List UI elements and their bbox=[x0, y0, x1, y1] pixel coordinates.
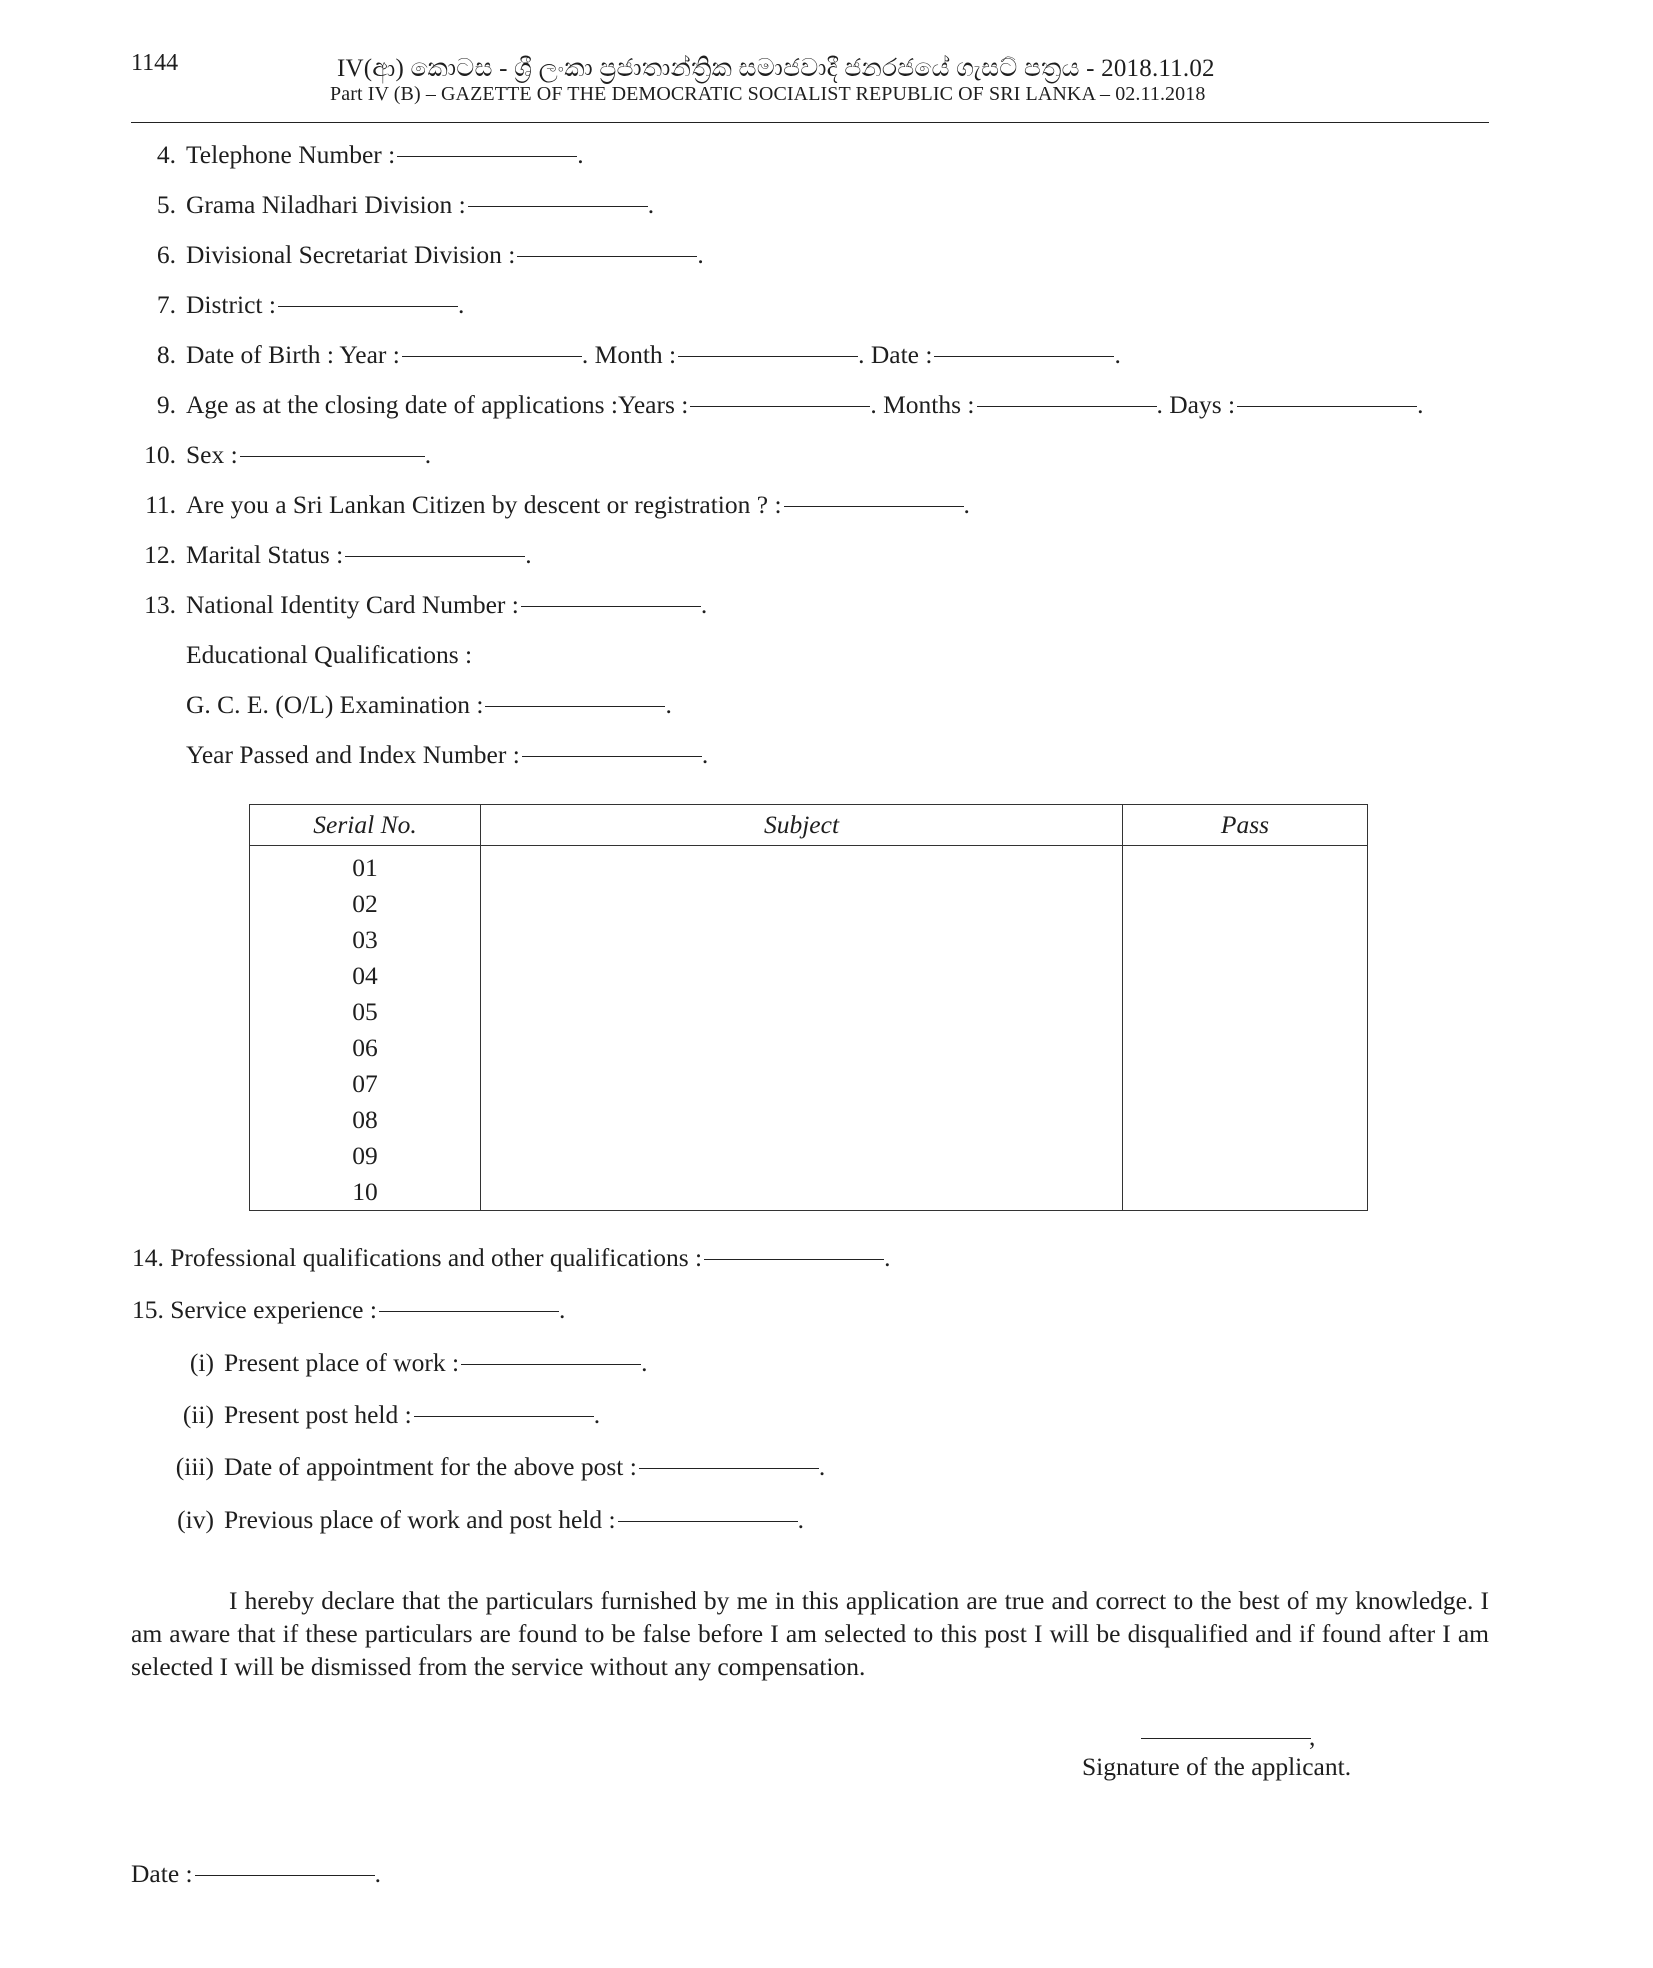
column-header-subject: Subject bbox=[481, 805, 1123, 846]
form-item-service-experience: 15. Service experience : . bbox=[132, 1295, 566, 1324]
item-label: Are you a Sri Lankan Citizen by descent or registration ? : bbox=[186, 490, 782, 519]
item-label: Professional qualifications and other qualifications : bbox=[170, 1243, 703, 1272]
header-title-sinhala: IV(ආ) කොටස - ශ්‍රී ලංකා ප්‍රජාතාන්ත්‍රික සමාජවාදී ජනරජයේ ගැසට් පත්‍රය - 2018.11.02 bbox=[337, 55, 1215, 82]
nic-field[interactable] bbox=[521, 606, 701, 607]
form-item-sex: 10. Sex : . bbox=[132, 440, 431, 470]
item-label: Previous place of work and post held : bbox=[224, 1505, 616, 1534]
serial-number: 08 bbox=[352, 1105, 378, 1134]
service-experience-field[interactable] bbox=[379, 1311, 559, 1312]
serial-number: 05 bbox=[352, 997, 378, 1026]
serial-column bbox=[250, 846, 481, 1211]
item-number: 5. bbox=[156, 190, 176, 219]
dob-date-label: Date : bbox=[870, 340, 933, 369]
serial-number: 04 bbox=[352, 961, 378, 990]
telephone-field[interactable] bbox=[397, 156, 577, 157]
item-number: 15. bbox=[132, 1295, 164, 1324]
item-number: 9. bbox=[156, 390, 176, 419]
citizenship-field[interactable] bbox=[784, 506, 964, 507]
item-label: Divisional Secretariat Division : bbox=[186, 240, 516, 269]
serial-number: 10 bbox=[352, 1177, 378, 1206]
form-item-appointment-date: (iii) Date of appointment for the above post : . bbox=[132, 1452, 825, 1482]
item-label: Grama Niladhari Division : bbox=[186, 190, 466, 219]
form-item-gce-ol: G. C. E. (O/L) Examination : . bbox=[186, 690, 672, 719]
age-days-label: Days : bbox=[1169, 390, 1236, 419]
item-label: Date of appointment for the above post : bbox=[224, 1452, 637, 1481]
item-label: Present place of work : bbox=[224, 1348, 460, 1377]
form-item-present-post: (ii) Present post held : . bbox=[132, 1400, 600, 1430]
sex-field[interactable] bbox=[240, 456, 425, 457]
ol-results-table bbox=[249, 804, 1368, 1211]
page-number: 1144 bbox=[131, 50, 179, 76]
item-number: (i) bbox=[189, 1348, 214, 1377]
item-label: Service experience : bbox=[170, 1295, 377, 1324]
dob-date-field[interactable] bbox=[934, 356, 1114, 357]
age-months-field[interactable] bbox=[977, 406, 1157, 407]
marital-status-field[interactable] bbox=[345, 556, 525, 557]
previous-place-field[interactable] bbox=[618, 1521, 798, 1522]
form-item-professional-qualifications: 14. Professional qualifications and other qualifications : . bbox=[132, 1243, 891, 1272]
serial-number: 02 bbox=[352, 889, 378, 918]
signature-line[interactable] bbox=[1141, 1738, 1311, 1739]
item-number: 10. bbox=[144, 440, 176, 469]
item-label: District : bbox=[186, 290, 276, 319]
item-label: Sex : bbox=[186, 440, 238, 469]
year-index-field[interactable] bbox=[522, 756, 702, 757]
appointment-date-field[interactable] bbox=[639, 1468, 819, 1469]
dob-month-field[interactable] bbox=[678, 356, 858, 357]
column-header-pass: Pass bbox=[1123, 805, 1368, 846]
item-number: 14. bbox=[132, 1243, 164, 1272]
item-number: 8. bbox=[156, 340, 176, 369]
gce-ol-field[interactable] bbox=[485, 706, 665, 707]
form-item-gn-division: 5. Grama Niladhari Division : . bbox=[132, 190, 654, 220]
form-item-marital-status: 12. Marital Status : . bbox=[132, 540, 532, 570]
item-label: Present post held : bbox=[224, 1400, 412, 1429]
item-label: Date of Birth : Year : bbox=[186, 340, 400, 369]
signature-comma: , bbox=[1309, 1722, 1316, 1751]
header-title-english: Part IV (B) – GAZETTE OF THE DEMOCRATIC SOCIALIST REPUBLIC OF SRI LANKA – 02.11.2018 bbox=[330, 83, 1206, 105]
serial-number: 03 bbox=[352, 925, 378, 954]
item-label: G. C. E. (O/L) Examination : bbox=[186, 690, 484, 719]
present-post-field[interactable] bbox=[414, 1416, 594, 1417]
form-item-previous-place: (iv) Previous place of work and post held : . bbox=[132, 1505, 804, 1535]
pass-column-cell[interactable] bbox=[1123, 846, 1368, 1211]
item-number: (iii) bbox=[175, 1452, 214, 1481]
form-item-telephone: 4. Telephone Number : . bbox=[132, 140, 584, 170]
column-header-serial: Serial No. bbox=[250, 805, 481, 846]
item-label: Age as at the closing date of applications :Years : bbox=[186, 390, 689, 419]
serial-number: 07 bbox=[352, 1069, 378, 1098]
signature-label: Signature of the applicant. bbox=[1082, 1752, 1352, 1781]
age-days-field[interactable] bbox=[1237, 406, 1417, 407]
form-item-age: 9. Age as at the closing date of applications :Years : . Months : . Days : . bbox=[132, 390, 1424, 420]
form-item-ds-division: 6. Divisional Secretariat Division : . bbox=[132, 240, 704, 270]
item-number: (ii) bbox=[182, 1400, 214, 1429]
dob-month-label: Month : bbox=[594, 340, 677, 369]
present-place-field[interactable] bbox=[461, 1364, 641, 1365]
item-label: Marital Status : bbox=[186, 540, 344, 569]
item-number: 11. bbox=[145, 490, 176, 519]
district-field[interactable] bbox=[278, 306, 458, 307]
educational-qualifications-heading: Educational Qualifications : bbox=[186, 640, 473, 669]
item-number: 6. bbox=[156, 240, 176, 269]
item-label: Telephone Number : bbox=[186, 140, 396, 169]
item-label: Date : bbox=[131, 1859, 193, 1888]
date-field[interactable] bbox=[195, 1875, 375, 1876]
dob-year-field[interactable] bbox=[402, 356, 582, 357]
age-months-label: Months : bbox=[883, 390, 975, 419]
form-item-date: Date : . bbox=[131, 1859, 381, 1888]
professional-qualifications-field[interactable] bbox=[704, 1259, 884, 1260]
declaration-text: I hereby declare that the particulars furnished by me in this application are true and correct to the best of my knowledge. I am aware that if these particulars are found to be false before I am selected to this post I will be disqualified and if found after I am selected I will be dismissed from the service without any compensation. bbox=[131, 1586, 1489, 1681]
form-item-citizenship: 11. Are you a Sri Lankan Citizen by descent or registration ? : . bbox=[132, 490, 970, 520]
table-body-row bbox=[250, 846, 1368, 1211]
form-item-date-of-birth: 8. Date of Birth : Year : . Month : . Date : . bbox=[132, 340, 1121, 370]
serial-number: 09 bbox=[352, 1141, 378, 1170]
item-number: 7. bbox=[156, 290, 176, 319]
table-header-row bbox=[250, 805, 1368, 846]
serial-number: 06 bbox=[352, 1033, 378, 1062]
ds-division-field[interactable] bbox=[517, 256, 697, 257]
item-number: 12. bbox=[144, 540, 176, 569]
item-number: 4. bbox=[156, 140, 176, 169]
age-years-field[interactable] bbox=[690, 406, 870, 407]
form-item-year-index: Year Passed and Index Number : . bbox=[186, 740, 709, 769]
declaration-paragraph bbox=[131, 1584, 1489, 1683]
item-label: National Identity Card Number : bbox=[186, 590, 519, 619]
header-rule bbox=[131, 122, 1489, 123]
item-number: (iv) bbox=[177, 1505, 214, 1534]
form-item-district: 7. District : . bbox=[132, 290, 464, 320]
form-item-present-place: (i) Present place of work : . bbox=[132, 1348, 647, 1378]
item-label: Year Passed and Index Number : bbox=[186, 740, 520, 769]
serial-number: 01 bbox=[352, 853, 378, 882]
item-number: 13. bbox=[144, 590, 176, 619]
gn-division-field[interactable] bbox=[468, 206, 648, 207]
subject-column-cell[interactable] bbox=[481, 846, 1123, 1211]
form-item-nic: 13. National Identity Card Number : . bbox=[132, 590, 707, 620]
